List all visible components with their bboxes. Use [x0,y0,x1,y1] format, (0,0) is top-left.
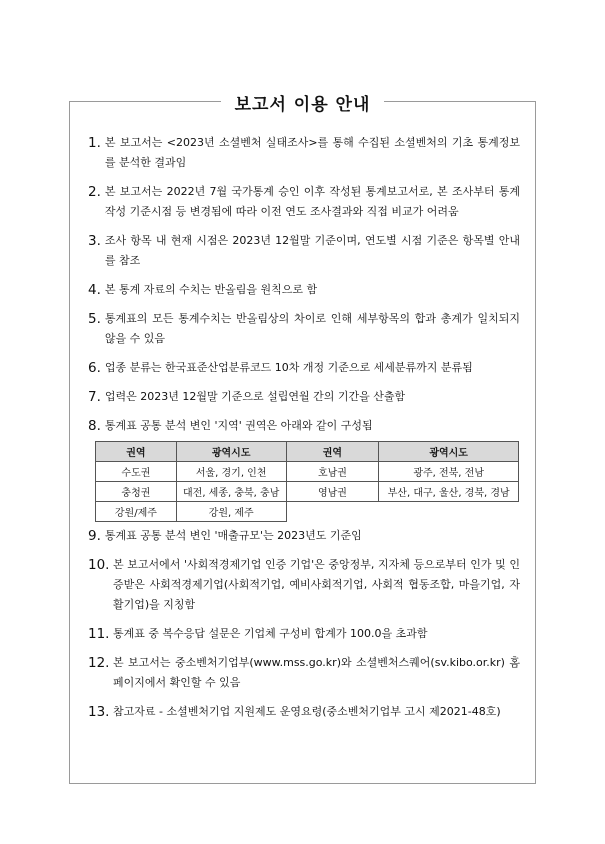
table-row [96,462,519,482]
item-number: 4. [88,282,101,298]
notice-list [88,133,520,722]
list-item [88,133,520,173]
item-number: 10. [88,557,110,573]
document-title: 보고서 이용 안내 [221,95,385,115]
list-item [88,526,520,546]
item-text: 통계표 공통 분석 변인 '매출규모'는 2023년도 기준임 [104,529,362,542]
item-text: 본 보고서는 2022년 7월 국가통계 승인 이후 작성된 통계보고서로, 본 조사부터 통계작성 기준시점 등 변경됨에 따라 이전 연도 조사결과와 직접 비교가 어려움 [104,185,520,218]
column-header: 광역시도 [379,442,519,462]
item-text: 통계표 중 복수응답 설문은 기업체 구성비 합계가 100.0을 초과함 [113,627,428,640]
list-item [88,416,520,436]
table-cell [379,502,519,522]
table-cell: 강원/제주 [96,502,177,522]
item-text: 본 보고서에서 '사회적경제기업 인증 기업'은 중앙정부, 지자체 등으로부터 인가 및 인증받은 사회적경제기업(사회적기업, 예비사회적기업, 사회적 협동조합, 마을기업, 자활기업)을 지칭함 [113,558,520,611]
table-cell: 수도권 [96,462,177,482]
table-cell: 호남권 [286,462,379,482]
item-number: 6. [88,360,101,376]
item-text: 업종 분류는 한국표준산업분류코드 10차 개정 기준으로 세세분류까지 분류됨 [104,361,473,374]
table-cell: 대전, 세종, 충북, 충남 [176,482,286,502]
item-text: 조사 항목 내 현재 시점은 2023년 12월말 기준이며, 연도별 시점 기준은 항목별 안내를 참조 [104,234,520,267]
column-header: 권역 [286,442,379,462]
table-header-row [96,442,519,462]
item-text: 본 보고서는 <2023년 소셜벤처 실태조사>를 통해 수집된 소셜벤처의 기초 통계정보를 분석한 결과임 [104,136,520,169]
table-cell: 광주, 전북, 전남 [379,462,519,482]
item-text: 본 보고서는 중소벤처기업부(www.mss.go.kr)와 소셜벤처스퀘어(sv.kibo.or.kr) 홈페이지에서 확인할 수 있음 [113,656,520,689]
list-item [88,555,520,615]
column-header: 권역 [96,442,177,462]
table-cell: 서울, 경기, 인천 [176,462,286,482]
table-cell: 강원, 제주 [176,502,286,522]
list-item [88,702,520,722]
table-cell [286,502,379,522]
item-text: 통계표 공통 분석 변인 '지역' 권역은 아래와 같이 구성됨 [104,419,373,432]
list-item [88,387,520,407]
item-text: 참고자료 - 소셜벤처기업 지원제도 운영요령(중소벤처기업부 고시 제2021-48호) [113,705,501,718]
list-item [88,280,520,300]
list-item [88,624,520,644]
item-number: 9. [88,528,101,544]
column-header: 광역시도 [176,442,286,462]
title-wrap [0,90,605,115]
item-number: 12. [88,655,110,671]
table-row [96,482,519,502]
item-text: 업력은 2023년 12월말 기준으로 설립연월 간의 기간을 산출함 [104,390,406,403]
item-number: 11. [88,626,110,642]
item-number: 8. [88,418,101,434]
item-number: 3. [88,233,101,249]
table-cell: 부산, 대구, 울산, 경북, 경남 [379,482,519,502]
table-cell: 영남권 [286,482,379,502]
list-item [88,231,520,271]
item-text: 통계표의 모든 통계수치는 반올림상의 차이로 인해 세부항목의 합과 총계가 일치되지 않을 수 있음 [104,312,520,345]
region-table [95,441,519,522]
table-row [96,502,519,522]
list-item [88,358,520,378]
list-item [88,182,520,222]
table-cell: 충청권 [96,482,177,502]
item-number: 1. [88,135,101,151]
item-number: 2. [88,184,101,200]
list-item [88,653,520,693]
item-number: 13. [88,704,110,720]
item-number: 5. [88,311,101,327]
list-item [88,309,520,349]
item-number: 7. [88,389,101,405]
item-text: 본 통계 자료의 수치는 반올림을 원칙으로 함 [104,283,318,296]
